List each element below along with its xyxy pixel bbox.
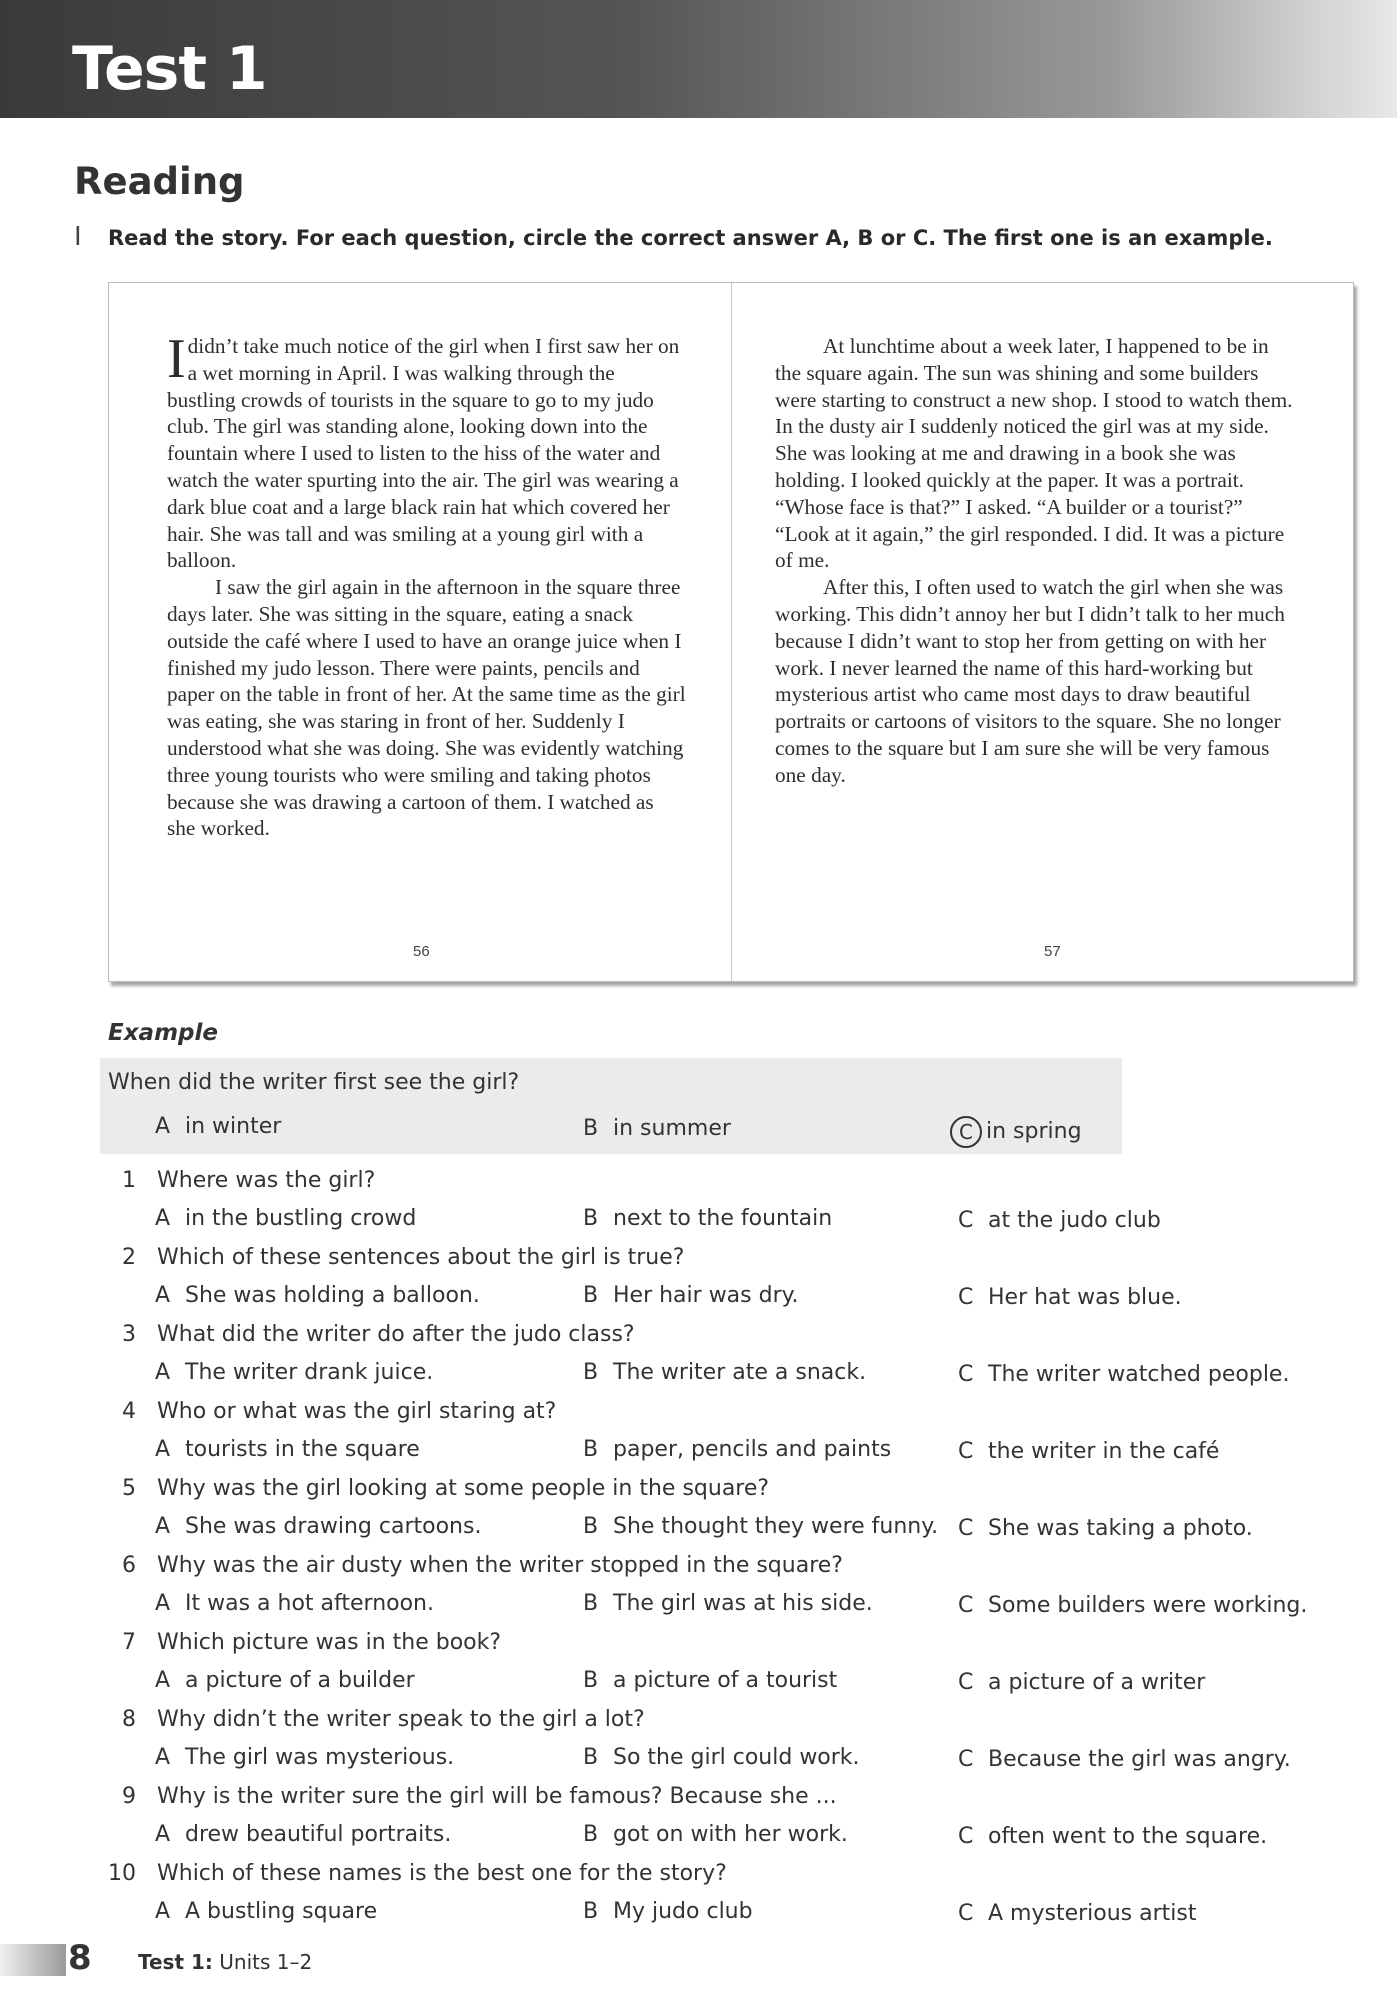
option-a: A She was holding a balloon. <box>155 1283 480 1308</box>
option-c: C Some builders were working. <box>958 1593 1308 1618</box>
question-number: 1 <box>122 1168 136 1193</box>
question-number: 2 <box>122 1245 136 1270</box>
right-page-text <box>775 333 1295 789</box>
section-heading: Reading <box>74 160 245 203</box>
story-paragraph: Ididn’t take much notice of the girl when I first saw her on a wet morning in April. I was walking through the bustling crowds of tourists in the square to go to my judo club. The girl was standing alone, looking down into the fountain where I used to listen to the hiss of the water and watch the water spurting into the air. The girl was wearing a dark blue coat and a large black rain hat which covered her hair. She was tall and was smiling at a young girl with a balloon. <box>167 328 680 573</box>
option-b: B My judo club <box>583 1899 753 1924</box>
option-c: C at the judo club <box>958 1208 1161 1233</box>
question-number: 4 <box>122 1399 136 1424</box>
question-number: 7 <box>122 1630 136 1655</box>
option-c: C Because the girl was angry. <box>958 1747 1291 1772</box>
question-text: Which picture was in the book? <box>157 1630 502 1655</box>
option-b: B Her hair was dry. <box>583 1283 799 1308</box>
circled-answer-c: C <box>950 1116 982 1148</box>
story-paragraph: At lunchtime about a week later, I happened to be in the square again. The sun was shining and some builders were starting to construct a new shop. I stood to watch them. In the dusty air I suddenly noticed the girl was at my side. She was looking at me and drawing in a book she was holding. I looked quickly at the paper. It was a portrait. “Whose face is that?” I asked. “A builder or a tourist?” “Look at it again,” the girl responded. I did. It was a picture of me. <box>775 334 1293 573</box>
question-text: Which of these sentences about the girl is true? <box>157 1245 685 1270</box>
option-a: A in the bustling crowd <box>155 1206 417 1231</box>
question-number: 8 <box>122 1707 136 1732</box>
test-title: Test 1 <box>72 34 267 104</box>
left-page-number: 56 <box>413 943 430 960</box>
question-number: 5 <box>122 1476 136 1501</box>
instruction <box>74 222 1273 252</box>
footer-bar <box>0 1944 66 1976</box>
option-a: A It was a hot afternoon. <box>155 1591 434 1616</box>
question-text: Which of these names is the best one for the story? <box>157 1861 727 1886</box>
example-question: When did the writer first see the girl? <box>108 1070 520 1095</box>
question-text: Why was the air dusty when the writer stopped in the square? <box>157 1553 843 1578</box>
example-option-a: A in winter <box>155 1114 282 1139</box>
example-option-b: B in summer <box>583 1116 731 1141</box>
option-a: A She was drawing cartoons. <box>155 1514 482 1539</box>
option-b: B next to the fountain <box>583 1206 833 1231</box>
option-b: B a picture of a tourist <box>583 1668 838 1693</box>
option-b: B The writer ate a snack. <box>583 1360 867 1385</box>
right-page-number: 57 <box>1044 943 1061 960</box>
example-heading: Example <box>108 1020 218 1046</box>
example-option-c: C in spring <box>950 1116 1082 1148</box>
left-page-text <box>167 328 687 842</box>
option-c: C often went to the square. <box>958 1824 1268 1849</box>
question-text: Why was the girl looking at some people in the square? <box>157 1476 770 1501</box>
book-spine <box>731 283 732 981</box>
option-b: B got on with her work. <box>583 1822 848 1847</box>
option-c: C the writer in the café <box>958 1439 1220 1464</box>
footer-page-number: 8 <box>68 1938 92 1978</box>
option-c: C Her hat was blue. <box>958 1285 1182 1310</box>
option-a: A tourists in the square <box>155 1437 420 1462</box>
question-text: Who or what was the girl staring at? <box>157 1399 557 1424</box>
option-b: B So the girl could work. <box>583 1745 860 1770</box>
option-a: A a picture of a builder <box>155 1668 415 1693</box>
instruction-number: I <box>74 222 82 252</box>
question-text: What did the writer do after the judo class? <box>157 1322 635 1347</box>
question-number: 10 <box>108 1861 136 1886</box>
option-a: A A bustling square <box>155 1899 378 1924</box>
story-paragraph: I saw the girl again in the afternoon in the square three days later. She was sitting in the square, eating a snack outside the café where I used to have an orange juice when I finished my judo lesson. There were paints, pencils and paper on the table in front of her. At the same time as the girl was eating, she was staring in front of her. Suddenly I understood what she was doing. She was evidently watching three young tourists who were smiling and taking photos because she was drawing a cartoon of them. I watched as she worked. <box>167 575 686 841</box>
option-a: A The writer drank juice. <box>155 1360 434 1385</box>
option-a: A The girl was mysterious. <box>155 1745 455 1770</box>
question-text: Why didn’t the writer speak to the girl a lot? <box>157 1707 645 1732</box>
story-paragraph: After this, I often used to watch the girl when she was working. This didn’t annoy her but I didn’t talk to her much because I didn’t want to stop her from getting on with her work. I never learned the name of this hard-working but mysterious artist who came most days to draw beautiful portraits or cartoons of visitors to the square. She no longer comes to the square but I am sure she will be very famous one day. <box>775 575 1285 787</box>
option-c: C She was taking a photo. <box>958 1516 1253 1541</box>
story-book <box>108 282 1354 982</box>
instruction-text: Read the story. For each question, circle the correct answer A, B or C. The first one is an example. <box>108 226 1273 250</box>
option-c: C The writer watched people. <box>958 1362 1290 1387</box>
option-b: B She thought they were funny. <box>583 1514 939 1539</box>
option-b: B paper, pencils and paints <box>583 1437 892 1462</box>
question-text: Why is the writer sure the girl will be famous? Because she ... <box>157 1784 837 1809</box>
question-number: 9 <box>122 1784 136 1809</box>
option-c: C A mysterious artist <box>958 1901 1197 1926</box>
footer-label: Test 1: Units 1–2 <box>138 1950 313 1974</box>
drop-cap: I <box>167 328 186 390</box>
question-number: 3 <box>122 1322 136 1347</box>
option-a: A drew beautiful portraits. <box>155 1822 452 1847</box>
question-text: Where was the girl? <box>157 1168 376 1193</box>
question-number: 6 <box>122 1553 136 1578</box>
option-b: B The girl was at his side. <box>583 1591 873 1616</box>
option-c: C a picture of a writer <box>958 1670 1206 1695</box>
